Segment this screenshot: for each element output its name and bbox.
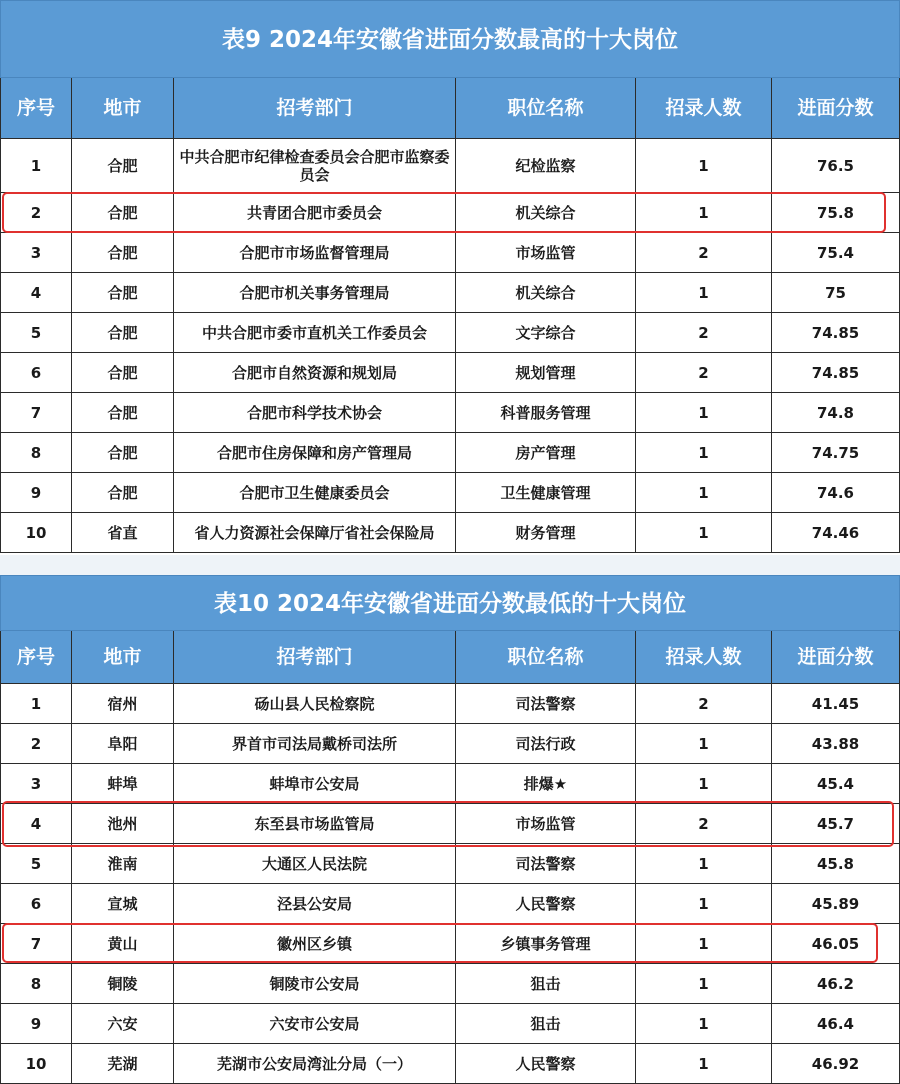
cell-quota: 2	[636, 313, 772, 353]
table-row	[0, 433, 900, 473]
cell-city: 宣城	[72, 884, 174, 924]
table-row	[0, 473, 900, 513]
cell-city: 合肥	[72, 353, 174, 393]
cell-department: 蚌埠市公安局	[174, 764, 456, 804]
cell-position: 房产管理	[456, 433, 636, 473]
column-header-position: 职位名称	[456, 78, 636, 139]
cell-department: 砀山县人民检察院	[174, 684, 456, 724]
table-row	[0, 313, 900, 353]
cell-position: 卫生健康管理	[456, 473, 636, 513]
cell-position: 市场监管	[456, 233, 636, 273]
cell-department: 中共合肥市委市直机关工作委员会	[174, 313, 456, 353]
cell-department: 徽州区乡镇	[174, 924, 456, 964]
cell-score: 45.89	[772, 884, 900, 924]
cell-quota: 1	[636, 473, 772, 513]
table-gap	[0, 555, 900, 575]
cell-index: 9	[0, 473, 72, 513]
cell-city: 宿州	[72, 684, 174, 724]
cell-quota: 2	[636, 684, 772, 724]
cell-index: 3	[0, 233, 72, 273]
cell-score: 46.92	[772, 1044, 900, 1084]
cell-department: 合肥市市场监督管理局	[174, 233, 456, 273]
cell-position: 司法警察	[456, 844, 636, 884]
cell-quota: 1	[636, 513, 772, 553]
table-row	[0, 513, 900, 553]
cell-quota: 1	[636, 273, 772, 313]
table-row	[0, 139, 900, 193]
column-header-score: 进面分数	[772, 78, 900, 139]
table-10	[0, 575, 900, 1084]
column-header-score: 进面分数	[772, 631, 900, 684]
cell-position: 市场监管	[456, 804, 636, 844]
cell-score: 74.75	[772, 433, 900, 473]
cell-position: 财务管理	[456, 513, 636, 553]
cell-quota: 1	[636, 724, 772, 764]
cell-department: 合肥市机关事务管理局	[174, 273, 456, 313]
cell-index: 1	[0, 684, 72, 724]
cell-quota: 1	[636, 764, 772, 804]
cell-quota: 2	[636, 804, 772, 844]
cell-city: 合肥	[72, 393, 174, 433]
table-row	[0, 804, 900, 844]
cell-city: 六安	[72, 1004, 174, 1044]
cell-index: 2	[0, 193, 72, 233]
cell-department: 铜陵市公安局	[174, 964, 456, 1004]
cell-position: 科普服务管理	[456, 393, 636, 433]
cell-score: 74.8	[772, 393, 900, 433]
cell-city: 合肥	[72, 273, 174, 313]
cell-city: 芜湖	[72, 1044, 174, 1084]
table-row	[0, 193, 900, 233]
table-row	[0, 684, 900, 724]
column-header-index: 序号	[0, 631, 72, 684]
cell-department: 界首市司法局戴桥司法所	[174, 724, 456, 764]
cell-index: 10	[0, 513, 72, 553]
cell-department: 中共合肥市纪律检查委员会合肥市监察委员会	[174, 139, 456, 193]
cell-index: 6	[0, 353, 72, 393]
cell-index: 4	[0, 804, 72, 844]
cell-quota: 1	[636, 1004, 772, 1044]
column-header-department: 招考部门	[174, 631, 456, 684]
table-9-header-row	[0, 78, 900, 139]
cell-score: 74.6	[772, 473, 900, 513]
cell-index: 7	[0, 924, 72, 964]
cell-city: 合肥	[72, 473, 174, 513]
cell-department: 泾县公安局	[174, 884, 456, 924]
cell-score: 46.05	[772, 924, 900, 964]
table-row	[0, 393, 900, 433]
cell-score: 45.4	[772, 764, 900, 804]
table-row	[0, 844, 900, 884]
cell-city: 池州	[72, 804, 174, 844]
cell-city: 合肥	[72, 233, 174, 273]
cell-index: 6	[0, 884, 72, 924]
column-header-position: 职位名称	[456, 631, 636, 684]
table-9-body	[0, 139, 900, 553]
table-10-title: 表10 2024年安徽省进面分数最低的十大岗位	[0, 575, 900, 631]
cell-score: 41.45	[772, 684, 900, 724]
cell-department: 合肥市科学技术协会	[174, 393, 456, 433]
cell-index: 10	[0, 1044, 72, 1084]
column-header-city: 地市	[72, 631, 174, 684]
cell-index: 5	[0, 313, 72, 353]
cell-city: 阜阳	[72, 724, 174, 764]
table-row	[0, 764, 900, 804]
cell-index: 2	[0, 724, 72, 764]
cell-position: 司法警察	[456, 684, 636, 724]
cell-index: 1	[0, 139, 72, 193]
cell-department: 东至县市场监管局	[174, 804, 456, 844]
cell-position: 司法行政	[456, 724, 636, 764]
cell-position: 乡镇事务管理	[456, 924, 636, 964]
cell-score: 45.8	[772, 844, 900, 884]
column-header-index: 序号	[0, 78, 72, 139]
cell-city: 黄山	[72, 924, 174, 964]
column-header-city: 地市	[72, 78, 174, 139]
cell-department: 六安市公安局	[174, 1004, 456, 1044]
cell-position: 人民警察	[456, 884, 636, 924]
cell-score: 46.4	[772, 1004, 900, 1044]
cell-quota: 1	[636, 193, 772, 233]
cell-position: 狙击	[456, 964, 636, 1004]
cell-quota: 1	[636, 844, 772, 884]
cell-department: 省人力资源社会保障厅省社会保险局	[174, 513, 456, 553]
table-10-body	[0, 684, 900, 1084]
table-row	[0, 233, 900, 273]
cell-city: 蚌埠	[72, 764, 174, 804]
cell-score: 75	[772, 273, 900, 313]
cell-position: 排爆★	[456, 764, 636, 804]
cell-quota: 2	[636, 353, 772, 393]
cell-city: 省直	[72, 513, 174, 553]
cell-quota: 1	[636, 139, 772, 193]
table-row	[0, 724, 900, 764]
cell-index: 9	[0, 1004, 72, 1044]
cell-position: 狙击	[456, 1004, 636, 1044]
cell-quota: 1	[636, 924, 772, 964]
table-10-header-row	[0, 631, 900, 684]
table-row	[0, 924, 900, 964]
cell-index: 8	[0, 964, 72, 1004]
cell-department: 合肥市自然资源和规划局	[174, 353, 456, 393]
table-row	[0, 273, 900, 313]
cell-score: 43.88	[772, 724, 900, 764]
cell-position: 纪检监察	[456, 139, 636, 193]
cell-quota: 1	[636, 393, 772, 433]
cell-index: 5	[0, 844, 72, 884]
cell-department: 大通区人民法院	[174, 844, 456, 884]
cell-city: 合肥	[72, 139, 174, 193]
cell-score: 75.8	[772, 193, 900, 233]
table-row	[0, 1004, 900, 1044]
table-9-title: 表9 2024年安徽省进面分数最高的十大岗位	[0, 0, 900, 78]
cell-department: 共青团合肥市委员会	[174, 193, 456, 233]
cell-position: 机关综合	[456, 193, 636, 233]
cell-score: 46.2	[772, 964, 900, 1004]
cell-city: 合肥	[72, 313, 174, 353]
cell-score: 76.5	[772, 139, 900, 193]
cell-city: 铜陵	[72, 964, 174, 1004]
cell-score: 75.4	[772, 233, 900, 273]
column-header-quota: 招录人数	[636, 78, 772, 139]
column-header-quota: 招录人数	[636, 631, 772, 684]
cell-score: 45.7	[772, 804, 900, 844]
cell-index: 3	[0, 764, 72, 804]
cell-city: 合肥	[72, 433, 174, 473]
cell-score: 74.46	[772, 513, 900, 553]
cell-position: 人民警察	[456, 1044, 636, 1084]
cell-position: 规划管理	[456, 353, 636, 393]
cell-department: 合肥市卫生健康委员会	[174, 473, 456, 513]
table-row	[0, 964, 900, 1004]
cell-city: 淮南	[72, 844, 174, 884]
cell-position: 文字综合	[456, 313, 636, 353]
table-row	[0, 353, 900, 393]
cell-index: 8	[0, 433, 72, 473]
cell-quota: 2	[636, 233, 772, 273]
table-row	[0, 1044, 900, 1084]
table-row	[0, 884, 900, 924]
cell-quota: 1	[636, 433, 772, 473]
column-header-department: 招考部门	[174, 78, 456, 139]
cell-city: 合肥	[72, 193, 174, 233]
cell-department: 芜湖市公安局湾沚分局（一）	[174, 1044, 456, 1084]
cell-score: 74.85	[772, 313, 900, 353]
cell-department: 合肥市住房保障和房产管理局	[174, 433, 456, 473]
cell-index: 4	[0, 273, 72, 313]
cell-index: 7	[0, 393, 72, 433]
cell-quota: 1	[636, 1044, 772, 1084]
cell-position: 机关综合	[456, 273, 636, 313]
cell-score: 74.85	[772, 353, 900, 393]
cell-quota: 1	[636, 884, 772, 924]
cell-quota: 1	[636, 964, 772, 1004]
